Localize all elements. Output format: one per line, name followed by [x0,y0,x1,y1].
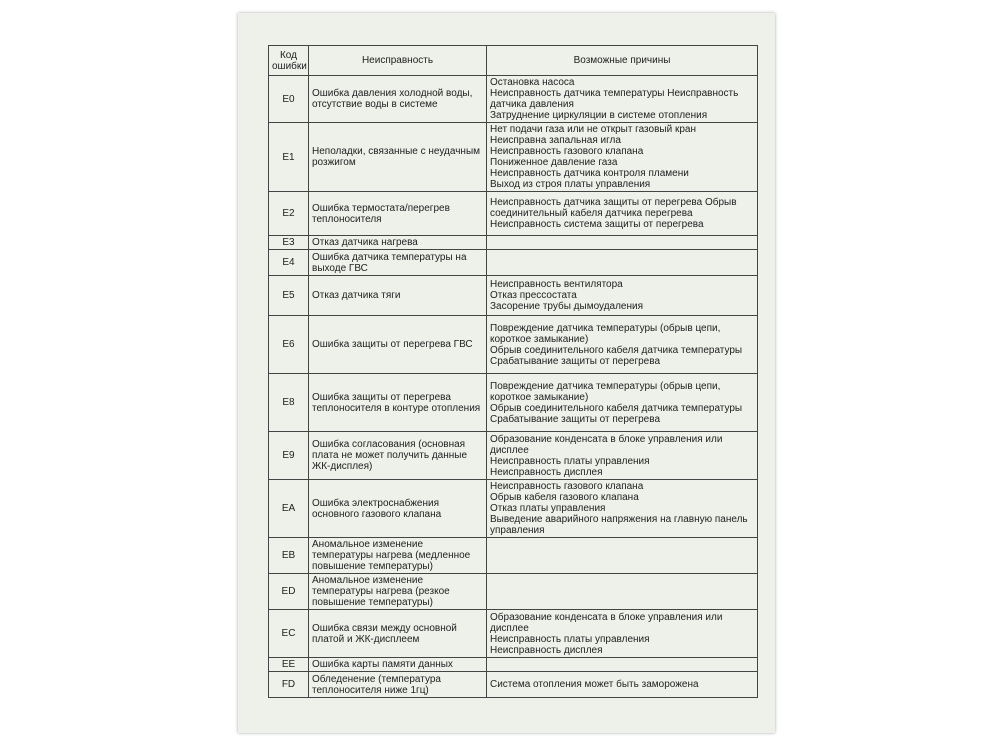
fault-description-cell: Ошибка электроснабжения основного газового клапана [309,480,487,538]
table-row [269,76,758,123]
possible-causes-cell [487,250,758,276]
fault-description-cell: Ошибка термостата/перегрев теплоносителя [309,192,487,236]
table-header-row [269,46,758,76]
possible-causes-cell [487,76,758,123]
error-code-cell: E3 [269,236,309,250]
cause-line: Срабатывание защиты от перегрева [490,355,660,367]
error-code-cell: E9 [269,432,309,480]
cause-line: Выведение аварийного напряжения на главную панель управления [490,514,748,536]
fault-description-cell: Ошибка давления холодной воды, отсутствие воды в системе [309,76,487,123]
cause-line: Неисправность датчика контроля пламени [490,168,689,179]
cause-line: Повреждение датчика температуры (обрыв цепи, короткое замыкание) [490,322,721,345]
possible-causes-cell [487,123,758,192]
fault-description-cell: Ошибка согласования (основная плата не может получить данные ЖК-дисплея) [309,432,487,480]
table-row [269,123,758,192]
cause-line: Неисправность дисплея [490,466,603,478]
cause-line: Остановка насоса [490,77,575,88]
error-code-cell: ED [269,574,309,610]
cause-line: Образование конденсата в блоке управления или дисплее [490,611,723,634]
table-row [269,432,758,480]
table-row [269,672,758,698]
possible-causes-cell [487,480,758,538]
fault-description-cell: Ошибка карты памяти данных [309,658,487,672]
error-code-cell: E5 [269,276,309,316]
table-row [269,480,758,538]
table-row [269,316,758,374]
header-code: Код ошибки [269,46,309,76]
possible-causes-cell [487,658,758,672]
fault-description-cell: Отказ датчика тяги [309,276,487,316]
fault-description-cell: Аномальное изменение температуры нагрева (медленное повышение температуры) [309,538,487,574]
cause-line: Засорение трубы дымоудаления [490,301,644,312]
error-code-cell: EA [269,480,309,538]
cause-line: Неисправность газового клапана [490,481,644,492]
cause-line: Неисправность платы управления [490,633,650,645]
possible-causes-cell [487,276,758,316]
error-code-cell: E1 [269,123,309,192]
possible-causes-cell [487,236,758,250]
header-causes: Возможные причины [487,46,758,76]
cause-line: Неисправность система защиты от перегрева [490,219,704,230]
cause-line: Система отопления может быть заморожена [490,679,699,690]
table-row [269,276,758,316]
possible-causes-cell [487,574,758,610]
table-body [269,76,758,698]
cause-line: Неисправность дисплея [490,644,603,656]
table-row [269,236,758,250]
cause-line: Обрыв соединительного кабеля датчика температуры [490,402,743,414]
error-code-cell: E4 [269,250,309,276]
table-row [269,250,758,276]
cause-line: Затруднение циркуляции в системе отопления [490,110,708,121]
fault-description-cell: Ошибка защиты от перегрева теплоносителя в контуре отопления [309,374,487,432]
error-code-cell: EB [269,538,309,574]
table-row [269,538,758,574]
fault-description-cell: Ошибка связи между основной платой и ЖК-дисплеем [309,610,487,658]
cause-line: Повреждение датчика температуры (обрыв цепи, короткое замыкание) [490,380,721,403]
cause-line: Обрыв кабеля газового клапана [490,492,639,503]
cause-line: Неисправность газового клапана [490,146,644,157]
cause-line: Отказ платы управления [490,503,606,514]
fault-description-cell: Ошибка защиты от перегрева ГВС [309,316,487,374]
cause-line: Неисправность датчика температуры Неисправность датчика давления [490,88,739,110]
error-code-cell: EE [269,658,309,672]
error-code-cell: E8 [269,374,309,432]
cause-line: Выход из строя платы управления [490,179,651,190]
possible-causes-cell [487,316,758,374]
fault-description-cell: Обледенение (температура теплоносителя ниже 1гц) [309,672,487,698]
table-row [269,610,758,658]
table-row [269,658,758,672]
table-row [269,574,758,610]
possible-causes-cell [487,538,758,574]
error-code-table [268,45,758,698]
possible-causes-cell [487,610,758,658]
cause-line: Пониженное давление газа [490,157,618,168]
cause-line: Образование конденсата в блоке управления или дисплее [490,433,723,456]
cause-line: Срабатывание защиты от перегрева [490,413,660,425]
header-fault: Неисправность [309,46,487,76]
possible-causes-cell [487,192,758,236]
fault-description-cell: Аномальное изменение температуры нагрева (резкое повышение температуры) [309,574,487,610]
fault-description-cell: Ошибка датчика температуры на выходе ГВС [309,250,487,276]
cause-line: Неисправность датчика защиты от перегрева Обрыв соединительный кабеля датчика перегрева [490,197,737,219]
possible-causes-cell [487,432,758,480]
cause-line: Неисправность вентилятора [490,279,623,290]
cause-line: Неисправна запальная игла [490,135,621,146]
error-code-cell: E2 [269,192,309,236]
error-code-cell: EC [269,610,309,658]
possible-causes-cell [487,374,758,432]
cause-line: Нет подачи газа или не открыт газовый кран [490,124,696,135]
table-row [269,374,758,432]
error-code-cell: E0 [269,76,309,123]
possible-causes-cell [487,672,758,698]
fault-description-cell: Отказ датчика нагрева [309,236,487,250]
fault-description-cell: Неполадки, связанные с неудачным розжигом [309,123,487,192]
cause-line: Отказ прессостата [490,290,577,301]
cause-line: Неисправность платы управления [490,455,650,467]
table-row [269,192,758,236]
cause-line: Обрыв соединительного кабеля датчика температуры [490,344,743,356]
error-code-cell: E6 [269,316,309,374]
error-code-cell: FD [269,672,309,698]
